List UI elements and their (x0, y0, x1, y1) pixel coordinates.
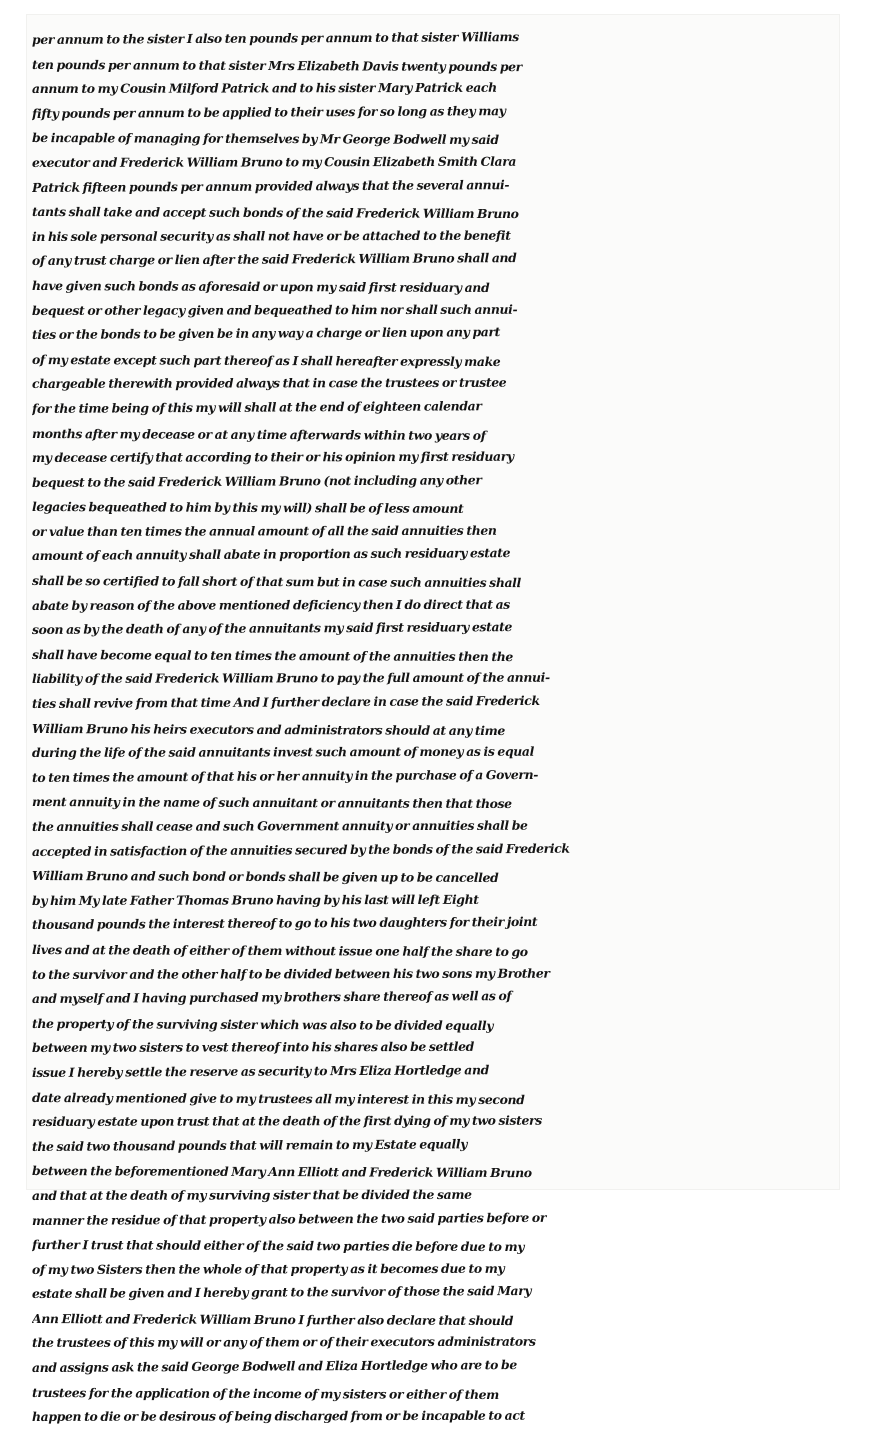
text-line: shall be so certified to fall short of that sum but in case such annuities shall (31, 573, 521, 591)
text-line: to the survivor and the other half to be divided between his two sons my Brother (31, 965, 550, 982)
text-line: bequest or other legacy given and bequeathed to him nor shall such annui- (31, 301, 518, 318)
text-line: for the time being of this my will shall at the end of eighteen calendar (31, 398, 482, 416)
text-line: shall have become equal to ten times the amount of the annuities then the (31, 646, 514, 664)
text-line: William Bruno his heirs executors and administrators should at any time (31, 720, 505, 738)
text-line: and myself and I having purchased my brothers share thereof as well as of (31, 988, 512, 1007)
text-line: issue I hereby settle the reserve as security to Mrs Eliza Hortledge and (31, 1062, 489, 1080)
text-line: chargeable therewith provided always that in case the trustees or trustee (31, 375, 507, 392)
text-line: thousand pounds the interest thereof to go to his two daughters for their joint (31, 914, 538, 933)
text-line: the annuities shall cease and such Government annuity or annuities shall be (31, 817, 528, 834)
text-line: lives and at the death of either of them without issue one half the share to go (31, 941, 528, 960)
text-line: further I trust that should either of the said two parties die before due to my (31, 1237, 525, 1255)
text-line: be incapable of managing for themselves by Mr George Bodwell my said (31, 130, 499, 148)
manuscript-page (26, 14, 840, 1425)
text-line: accepted in satisfaction of the annuities secured by the bonds of the said Frederick (31, 840, 570, 859)
text-line: William Bruno and such bond or bonds shall be given up to be cancelled (31, 868, 499, 886)
text-line: between the beforementioned Mary Ann Elliott and Frederick William Bruno (31, 1163, 532, 1181)
text-line: estate shall be given and I hereby grant to the survivor of those the said Mary (31, 1283, 532, 1302)
text-line: months after my decease or at any time afterwards within two years of (31, 425, 486, 443)
text-line: and assigns ask the said George Bodwell and Eliza Hortledge who are to be (31, 1357, 517, 1376)
text-line: ment annuity in the name of such annuitant or annuitants then that those (31, 794, 512, 812)
text-line: the said two thousand pounds that will remain to my Estate equally (31, 1136, 468, 1154)
text-line: my decease certify that according to their or his opinion my first residuary (31, 448, 514, 466)
text-line: trustees for the application of the income of my sisters or either of them (31, 1384, 499, 1402)
text-line: have given such bonds as aforesaid or upon my said first residuary and (31, 277, 490, 295)
text-line: residuary estate upon trust that at the death of the first dying of my two sisters (31, 1112, 542, 1130)
text-line: by him My late Father Thomas Bruno having by his last will left Eight (31, 891, 479, 908)
text-line: bequest to the said Frederick William Bruno (not including any other (31, 471, 482, 490)
text-line: abate by reason of the above mentioned deficiency then I do direct that as (31, 596, 510, 613)
text-line: fifty pounds per annum to be applied to their uses for so long as they may (31, 102, 506, 121)
text-line: or value than ten times the annual amount of all the said annuities then (31, 522, 497, 539)
text-line: and that at the death of my surviving sister that be divided the same (31, 1186, 472, 1203)
text-line: Patrick fifteen pounds per annum provided always that the several annui- (31, 176, 510, 195)
text-line: of my estate except such part thereof as I shall hereafter expressly make (31, 351, 501, 369)
text-line: the trustees of this my will or any of them or of their executors administrators (31, 1334, 536, 1351)
text-line: to ten times the amount of that his or her annuity in the purchase of a Govern- (31, 766, 539, 785)
text-line: date already mentioned give to my trustees all my interest in this my second (31, 1089, 525, 1107)
text-line: per annum to the sister I also ten pounds per annum to that sister Williams (31, 29, 519, 47)
text-line: annum to my Cousin Milford Patrick and to his sister Mary Patrick each (31, 79, 497, 97)
text-line: of any trust charge or lien after the said Frederick William Bruno shall and (31, 250, 517, 269)
text-line: between my two sisters to vest thereof into his shares also be settled (31, 1039, 475, 1056)
text-line: legacies bequeathed to him by this my will) shall be of less amount (31, 499, 464, 517)
text-line: ties shall revive from that time And I further declare in case the said Frederick (31, 692, 540, 712)
text-line: manner the residue of that property also between the two said parties before or (31, 1209, 547, 1228)
text-line: soon as by the death of any of the annuitants my said first residuary estate (31, 619, 513, 638)
text-line: liability of the said Frederick William Bruno to pay the full amount of the annui- (31, 670, 550, 687)
text-line: in his sole personal security as shall not have or be attached to the benefit (31, 227, 511, 244)
text-line: happen to die or be desirous of being discharged from or be incapable to act (31, 1407, 525, 1425)
text-line: amount of each annuity shall abate in proportion as such residuary estate (31, 545, 511, 564)
text-line: ten pounds per annum to that sister Mrs Elizabeth Davis twenty pounds per (31, 56, 522, 74)
text-line: ties or the bonds to be given be in any way a charge or lien upon any part (31, 324, 501, 343)
text-line: tants shall take and accept such bonds of the said Frederick William Bruno (31, 204, 519, 222)
text-line: executor and Frederick William Bruno to my Cousin Elizabeth Smith Clara (31, 153, 517, 170)
handwritten-text-body (32, 28, 836, 1430)
text-line: Ann Elliott and Frederick William Bruno I further also declare that should (31, 1310, 514, 1328)
text-line: during the life of the said annuitants invest such amount of money as is equal (31, 743, 534, 761)
text-line: of my two Sisters then the whole of that property as it becomes due to my (31, 1260, 505, 1277)
text-line: the property of the surviving sister which was also to be divided equally (31, 1015, 494, 1033)
